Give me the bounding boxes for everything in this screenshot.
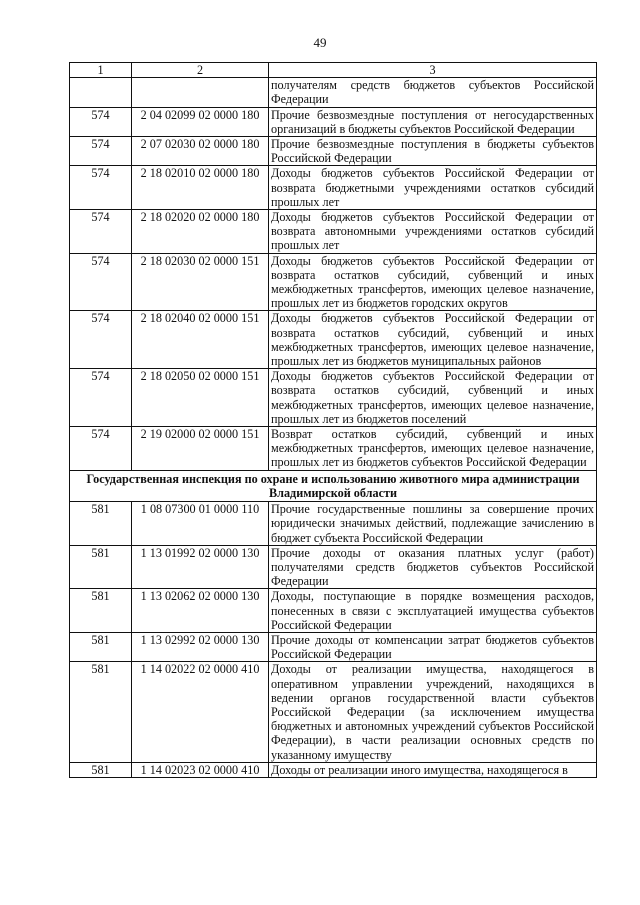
budget-code-cell: 1 13 02992 02 0000 130 [132, 632, 269, 661]
table-row [70, 662, 597, 762]
table-row [70, 107, 597, 136]
table-row [70, 427, 597, 471]
budget-code-cell: 1 14 02023 02 0000 410 [132, 762, 269, 777]
description-cell: Прочие доходы от компенсации затрат бюджетов субъектов Российской Федерации [269, 632, 597, 661]
budget-code-cell: 2 18 02040 02 0000 151 [132, 311, 269, 369]
admin-code-cell: 574 [70, 210, 132, 254]
table-row [70, 632, 597, 661]
description-cell: Доходы, поступающие в порядке возмещения расходов, понесенных в связи с эксплуатацией имущества субъектов Российской Федерации [269, 589, 597, 633]
admin-code-cell: 581 [70, 545, 132, 589]
table-row [70, 502, 597, 546]
section-header-row [70, 470, 597, 501]
header-col-2: 2 [132, 63, 269, 78]
description-cell: Доходы бюджетов субъектов Российской Федерации от возврата остатков субсидий, субвенций и иных межбюджетных трансфертов, имеющих целевое назначение, прошлых лет из бюджетов муниципальных районов [269, 311, 597, 369]
table-row [70, 311, 597, 369]
budget-code-cell: 2 18 02030 02 0000 151 [132, 253, 269, 311]
description-cell: Прочие безвозмездные поступления от негосударственных организаций в бюджеты субъектов Российской Федерации [269, 107, 597, 136]
table-row [70, 545, 597, 589]
budget-code-cell: 2 19 02000 02 0000 151 [132, 427, 269, 471]
description-cell: Прочие доходы от оказания платных услуг (работ) получателями средств бюджетов субъектов Российской Федерации [269, 545, 597, 589]
table-row [70, 589, 597, 633]
table-row [70, 369, 597, 427]
table-row [70, 78, 597, 107]
admin-code-cell: 574 [70, 369, 132, 427]
revenue-codes-table [69, 62, 597, 778]
description-cell: Прочие безвозмездные поступления в бюджеты субъектов Российской Федерации [269, 137, 597, 166]
admin-code-cell: 574 [70, 107, 132, 136]
admin-code-cell: 581 [70, 632, 132, 661]
header-col-1: 1 [70, 63, 132, 78]
section-title: Государственная инспекция по охране и использованию животного мира администрации Владимирской области [70, 470, 597, 501]
admin-code-cell: 574 [70, 137, 132, 166]
admin-code-cell: 581 [70, 502, 132, 546]
admin-code-cell: 574 [70, 427, 132, 471]
admin-code-cell: 574 [70, 166, 132, 210]
table-header-row [70, 63, 597, 78]
budget-code-cell: 2 18 02050 02 0000 151 [132, 369, 269, 427]
budget-code-cell: 1 08 07300 01 0000 110 [132, 502, 269, 546]
description-cell: получателям средств бюджетов субъектов Российской Федерации [269, 78, 597, 107]
description-cell: Доходы от реализации имущества, находящегося в оперативном управлении учреждений, находящихся в ведении органов государственной власти субъектов Российской Федерации (за исключением имущества бюджетных и автономных учреждений субъектов Российской Федерации), в части реализации основных средств по указанному имуществу [269, 662, 597, 762]
budget-code-cell: 2 18 02010 02 0000 180 [132, 166, 269, 210]
budget-code-cell: 2 18 02020 02 0000 180 [132, 210, 269, 254]
admin-code-cell: 574 [70, 311, 132, 369]
budget-code-cell: 2 04 02099 02 0000 180 [132, 107, 269, 136]
admin-code-cell: 581 [70, 589, 132, 633]
budget-code-cell: 1 13 02062 02 0000 130 [132, 589, 269, 633]
description-cell: Доходы бюджетов субъектов Российской Федерации от возврата остатков субсидий, субвенций и иных межбюджетных трансфертов, имеющих целевое назначение, прошлых лет из бюджетов городских округов [269, 253, 597, 311]
description-cell: Возврат остатков субсидий, субвенций и иных межбюджетных трансфертов, имеющих целевое назначение, прошлых лет из бюджетов субъектов Российской Федерации [269, 427, 597, 471]
description-cell: Доходы бюджетов субъектов Российской Федерации от возврата автономными учреждениями остатков субсидий прошлых лет [269, 210, 597, 254]
table-row [70, 137, 597, 166]
page-number: 49 [313, 35, 327, 50]
admin-code-cell: 574 [70, 253, 132, 311]
header-col-3: 3 [269, 63, 597, 78]
budget-code-cell: 1 13 01992 02 0000 130 [132, 545, 269, 589]
description-cell: Доходы бюджетов субъектов Российской Федерации от возврата остатков субсидий, субвенций и иных межбюджетных трансфертов, имеющих целевое назначение, прошлых лет из бюджетов поселений [269, 369, 597, 427]
description-cell: Доходы от реализации иного имущества, находящегося в [269, 762, 597, 777]
budget-code-cell [132, 78, 269, 107]
description-cell: Доходы бюджетов субъектов Российской Федерации от возврата бюджетными учреждениями остатков субсидий прошлых лет [269, 166, 597, 210]
table-row [70, 253, 597, 311]
budget-code-cell: 1 14 02022 02 0000 410 [132, 662, 269, 762]
description-cell: Прочие государственные пошлины за совершение прочих юридически значимых действий, подлежащие зачислению в бюджет субъекта Российской Федерации [269, 502, 597, 546]
table-row [70, 762, 597, 777]
admin-code-cell: 581 [70, 662, 132, 762]
table-row [70, 166, 597, 210]
budget-code-cell: 2 07 02030 02 0000 180 [132, 137, 269, 166]
admin-code-cell [70, 78, 132, 107]
table-row [70, 210, 597, 254]
admin-code-cell: 581 [70, 762, 132, 777]
